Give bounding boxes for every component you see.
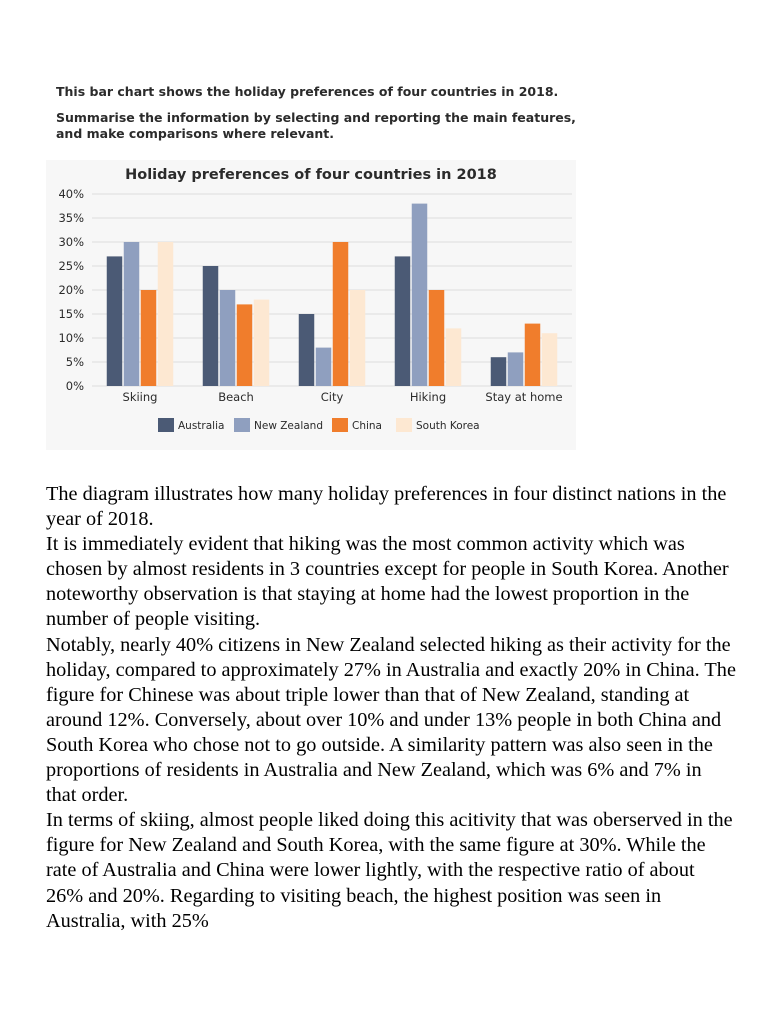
chart-title: Holiday preferences of four countries in 2018 [125, 167, 497, 183]
bar [525, 324, 541, 386]
legend-swatch [396, 418, 412, 432]
x-tick-label: Stay at home [485, 390, 563, 404]
x-tick-label: Beach [218, 390, 254, 404]
y-tick-label: 0% [65, 379, 84, 393]
essay-paragraph: Notably, nearly 40% citizens in New Zealand selected hiking as their activity for the holiday, compared to approximately 27% in Australia and exactly 20% in China. The figure for Chinese was about triple lower than that of New Zealand, standing at around 12%. Conversely, about over 10% and under 13% people in both China and South Korea who chose not to go outside. A similarity pattern was also seen in the proportions of residents in Australia and New Zealand, which was 6% and 7% in that order. [46, 633, 736, 807]
x-tick-label: City [320, 390, 344, 404]
x-tick-label: Hiking [409, 390, 447, 404]
bar-chart [0, 0, 768, 470]
essay-text [46, 482, 736, 934]
essay-paragraph: The diagram illustrates how many holiday preferences in four distinct nations in the year of 2018. [46, 483, 727, 531]
essay-paragraph: In terms of skiing, almost people liked doing this acitivity that was oberserved in the figure for New Zealand and South Korea, with the same figure at 30%. While the rate of Australia and China were lower lightly, with the respective ratio of about 26% and 20%. Regarding to visiting beach, the highest position was seen in Australia, with 25% [46, 809, 733, 932]
bar [220, 290, 236, 386]
y-tick-label: 30% [58, 235, 84, 249]
bar [124, 242, 140, 386]
bar [446, 328, 462, 386]
legend-label: South Korea [416, 420, 480, 432]
y-tick-label: 5% [65, 355, 84, 369]
bar [237, 304, 253, 386]
bar [395, 256, 411, 386]
bar [542, 333, 558, 386]
bar [203, 266, 219, 386]
bar [254, 300, 270, 386]
legend-swatch [332, 418, 348, 432]
bar [350, 290, 366, 386]
legend-swatch [234, 418, 250, 432]
bar [107, 256, 123, 386]
bar [299, 314, 315, 386]
y-tick-label: 40% [58, 187, 84, 201]
essay-paragraph: It is immediately evident that hiking was the most common activity which was chosen by almost residents in 3 countries except for people in South Korea. Another noteworthy observation is that staying at home had the lowest proportion in the number of people visiting. [46, 533, 729, 631]
bar [333, 242, 349, 386]
task-line-1: This bar chart shows the holiday preferences of four countries in 2018. [56, 84, 559, 99]
y-tick-label: 25% [58, 259, 84, 273]
x-tick-label: Skiing [122, 390, 158, 404]
legend-label: Australia [178, 420, 225, 432]
bar [429, 290, 445, 386]
task-line-2: Summarise the information by selecting and reporting the main features, and make comparisons where relevant. [56, 110, 576, 141]
bar [412, 204, 428, 386]
y-tick-label: 20% [58, 283, 84, 297]
bar [316, 348, 332, 386]
bar [158, 242, 174, 386]
bar [141, 290, 157, 386]
y-tick-label: 10% [58, 331, 84, 345]
y-tick-label: 35% [58, 211, 84, 225]
y-tick-label: 15% [58, 307, 84, 321]
legend-label: China [352, 420, 382, 432]
legend-label: New Zealand [254, 420, 323, 432]
legend-swatch [158, 418, 174, 432]
bar [508, 352, 524, 386]
bar [491, 357, 507, 386]
